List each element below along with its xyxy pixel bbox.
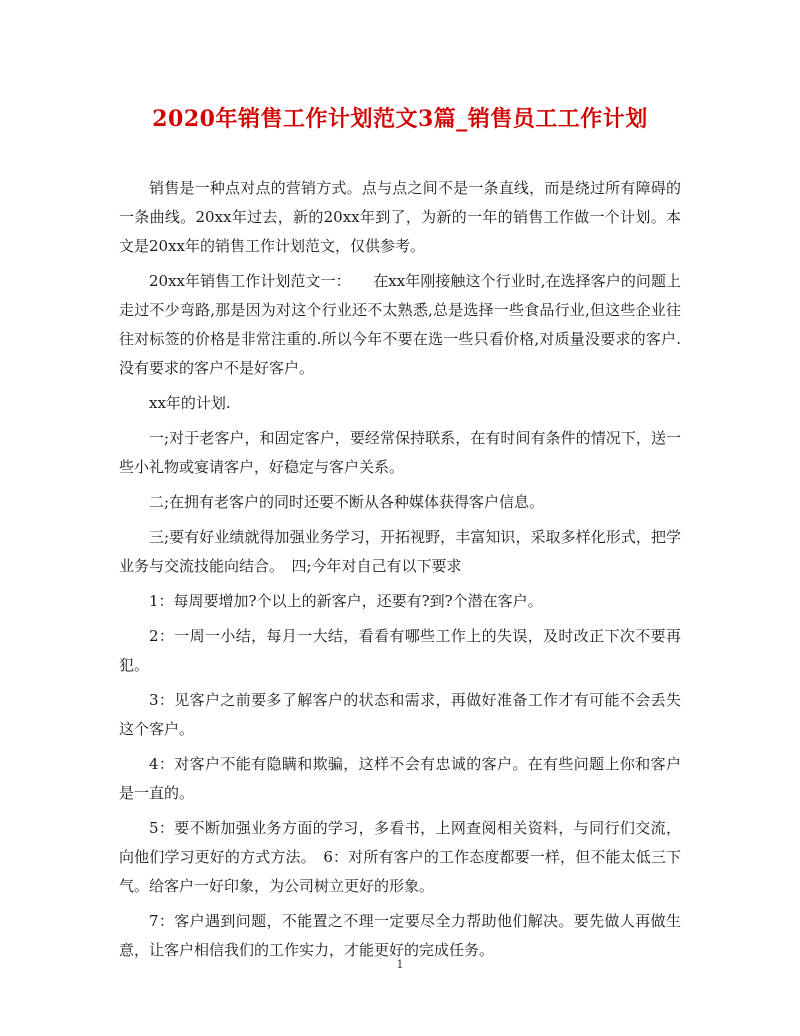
paragraph-req-3: 3：见客户之前要多了解客户的状态和需求，再做好准备工作才有可能不会丢失这个客户。 <box>119 691 681 738</box>
paragraph-item-three: 三;要有好业绩就得加强业务学习，开拓视野，丰富知识，采取多样化形式，把学业务与交流技能向结合。 四;今年对自己有以下要求 <box>119 528 681 575</box>
paragraph-req-4: 4：对客户不能有隐瞒和欺骗，这样不会有忠诚的客户。在有些问题上你和客户是一直的。 <box>119 755 681 802</box>
paragraph-req-1: 1：每周要增加?个以上的新客户，还要有?到?个潜在客户。 <box>149 592 543 610</box>
paragraph-sample-one: 20xx年销售工作计划范文一： 在xx年刚接触这个行业时,在选择客户的问题上走过不少弯路,那是因为对这个行业还不太熟悉,总是选择一些食品行业,但这些企业往往对标签的价格是非常注重的.所以今年不要在选一些只看价格,对质量没要求的客户.没有要求的客户不是好客户。 <box>119 272 681 377</box>
document-body <box>119 174 681 971</box>
paragraph-req-2: 2：一周一小结，每月一大结，看看有哪些工作上的失误，及时改正下次不要再犯。 <box>119 627 681 674</box>
page-number: 1 <box>396 958 404 971</box>
paragraph-req-7: 7：客户遇到问题，不能置之不理一定要尽全力帮助他们解决。要先做人再做生意，让客户相信我们的工作实力，才能更好的完成任务。 <box>119 912 681 959</box>
paragraph-item-two: 二;在拥有老客户的同时还要不断从各种媒体获得客户信息。 <box>149 493 545 511</box>
paragraph-plan-heading: xx年的计划. <box>149 394 231 412</box>
paragraph-item-one: 一;对于老客户，和固定客户，要经常保持联系，在有时间有条件的情况下，送一些小礼物或宴请客户，好稳定与客户关系。 <box>119 429 681 476</box>
document-title: 2020年销售工作计划范文3篇_销售员工工作计划 <box>152 106 648 132</box>
paragraph-req-5-6: 5：要不断加强业务方面的学习，多看书，上网查阅相关资料，与同行们交流，向他们学习更好的方式方法。 6：对所有客户的工作态度都要一样，但不能太低三下气。给客户一好印象，为公司树立更好的形象。 <box>119 819 681 895</box>
paragraph-intro: 销售是一种点对点的营销方式。点与点之间不是一条直线，而是绕过所有障碍的一条曲线。20xx年过去，新的20xx年到了，为新的一年的销售工作做一个计划。本文是20xx年的销售工作计划范文，仅供参考。 <box>119 179 681 255</box>
